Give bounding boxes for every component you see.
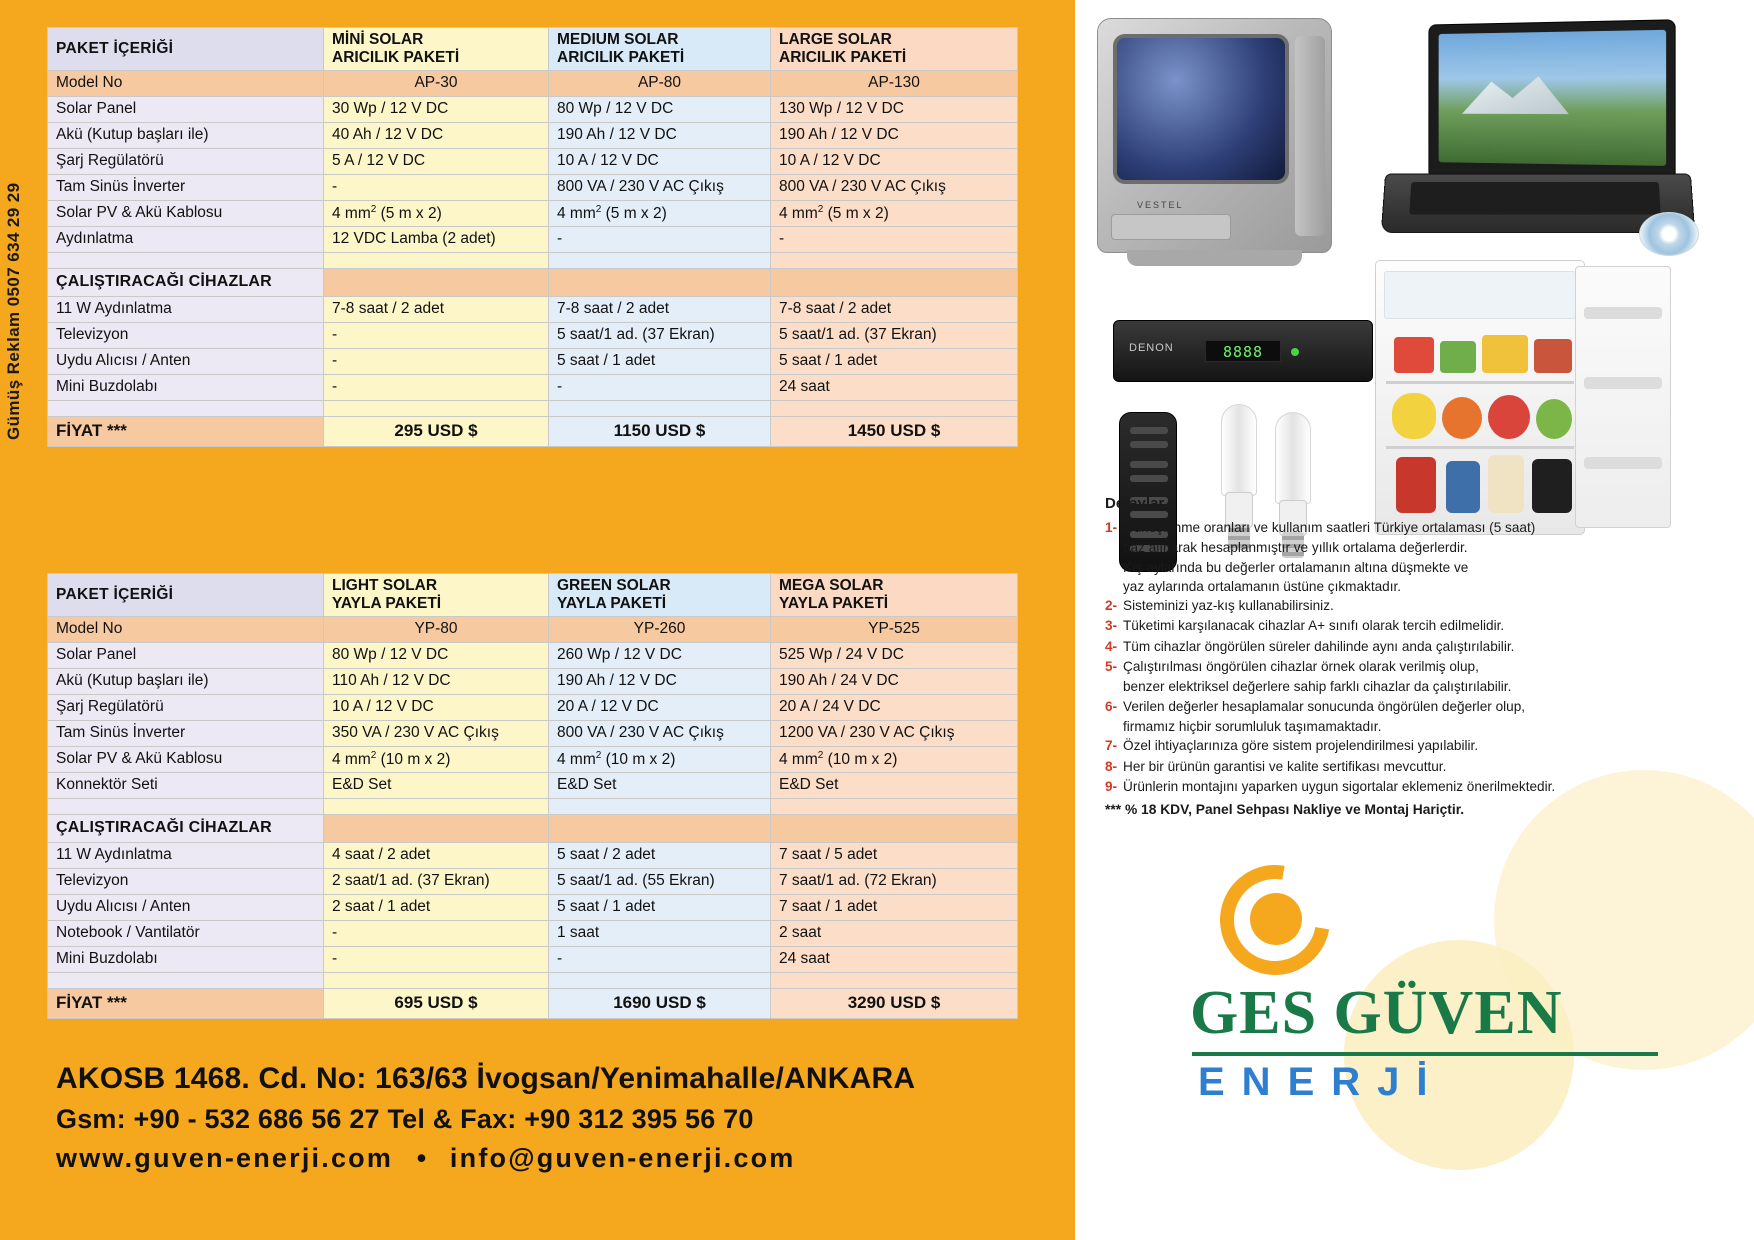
tv-stand [1127,250,1302,266]
crt-television-image [1097,18,1347,293]
cell-value: E&D Set [549,772,771,798]
cell-value: 40 Ah / 12 V DC [324,122,549,148]
email-link[interactable]: info@guven-enerji.com [449,1143,796,1173]
detail-item-8 [1105,757,1730,776]
row-label: Konnektör Seti [48,772,324,798]
cell-value: 4 $mm^2$ (10 m x 2) [324,746,549,772]
column-header-large-solar [771,28,1018,71]
table-row-model-no [48,70,1018,96]
table-row [48,226,1018,252]
row-label: Televizyon [48,868,324,894]
detail-number: 5- [1105,659,1118,675]
logo-company-subtitle: ENERJİ [1198,1060,1445,1104]
table-row [48,868,1018,894]
detail-continuation: firmamız hiçbir sorumluluk taşımamaktadır. [1123,718,1382,734]
door-shelf [1584,307,1662,319]
aricilik-package-table [47,27,1018,447]
table-row [48,946,1018,972]
door-shelf [1584,377,1662,389]
cell-value: 4 $mm^2$ (5 m x 2) [771,200,1018,226]
cell-value: 190 Ah / 12 V DC [771,122,1018,148]
detail-item-1 [1105,518,1730,537]
section-cell [324,268,549,296]
cell-value: 7-8 saat / 2 adet [549,296,771,322]
detail-item-7 [1105,736,1730,755]
spacer-cell [324,252,549,268]
row-label: 11 W Aydınlatma [48,842,324,868]
column-header-content: PAKET İÇERİĞİ [48,574,324,617]
detail-number: 6- [1105,698,1118,714]
cell-value: - [549,946,771,972]
detail-number: 3- [1105,618,1118,634]
fridge-food-item [1394,337,1434,373]
detail-text: Tüketimi karşılanacak cihazlar A+ sınıfı olarak tercih edilmelidir. [1123,618,1505,634]
cell-value: 7 saat/1 ad. (72 Ekran) [771,868,1018,894]
header-line1: LARGE SOLAR [779,31,892,48]
row-label: Solar PV & Akü Kablosu [48,200,324,226]
header-line2: ARICILIK PAKETİ [332,48,460,66]
table-section-header-devices [48,268,1018,296]
header-line2: YAYLA PAKETİ [332,594,442,612]
fridge-freezer-compartment [1384,271,1576,319]
laptop-screen-wallpaper [1439,30,1666,166]
spacer-cell [549,400,771,416]
row-label: Solar PV & Akü Kablosu [48,746,324,772]
table-spacer-row [48,798,1018,814]
door-shelf [1584,457,1662,469]
cell-model-green: YP-260 [549,616,771,642]
column-header-green-solar [549,574,771,617]
fridge-cabinet [1375,260,1585,535]
cell-value: 30 Wp / 12 V DC [324,96,549,122]
table-row [48,920,1018,946]
row-label: Akü (Kutup başları ile) [48,668,324,694]
cell-value: 2 saat [771,920,1018,946]
cell-value: 190 Ah / 24 V DC [771,668,1018,694]
detail-text: Tüm cihazlar öngörülen süreler dahilinde aynı anda çalıştırılabilir. [1123,638,1515,654]
laptop-keyboard [1409,182,1660,215]
row-label: Şarj Regülatörü [48,148,324,174]
detail-text: Güneşlenme oranları ve kullanım saatleri Türkiye ortalaması (5 saat) [1123,520,1536,535]
fridge-food-item [1482,335,1528,373]
cell-value: 800 VA / 230 V AC Çıkış [549,174,771,200]
row-label: Televizyon [48,322,324,348]
cell-value: - [324,322,549,348]
company-address: AKOSB 1468. Cd. No: 163/63 İvogsan/Yenimahalle/ANKARA [56,1062,916,1095]
details-section [1105,495,1730,817]
cell-value: 5 saat / 2 adet [549,842,771,868]
row-label: Solar Panel [48,642,324,668]
section-cell [549,268,771,296]
row-label: Aydınlatma [48,226,324,252]
details-footnote: *** % 18 KDV, Panel Sehpası Nakliye ve Montaj Hariçtir. [1105,802,1465,818]
detail-text: Her bir ürünün garantisi ve kalite sertifikası mevcuttur. [1123,758,1447,774]
row-label: Uydu Alıcısı / Anten [48,348,324,374]
laptop-lid [1428,19,1675,184]
detail-number: 8- [1105,758,1118,774]
fridge-food-item [1440,341,1476,373]
spacer-cell [771,252,1018,268]
optical-disc [1639,212,1699,256]
row-label: Tam Sinüs İnverter [48,174,324,200]
header-line1: MEGA SOLAR [779,577,884,594]
detail-text: Ürünlerin montajını yaparken uygun sigortalar eklemeniz önerilmektedir. [1123,778,1556,794]
section-cell [324,814,549,842]
row-label: Model No [48,616,324,642]
detail-item-3 [1105,616,1730,635]
detail-continuation: Kış aylarında bu değerler ortalamanın altına düşmekte ve [1123,559,1469,575]
row-label: Mini Buzdolabı [48,374,324,400]
company-phones: Gsm: +90 - 532 686 56 27 Tel & Fax: +90 312 395 56 70 [56,1104,754,1134]
company-web-line [56,1143,1056,1174]
header-line2: ARICILIK PAKETİ [779,48,907,66]
tv-screen [1113,34,1289,184]
price-mega: 3290 USD $ [771,988,1018,1018]
tv-brand-label: VESTEL [1137,200,1184,210]
detail-text: Çalıştırılması öngörülen cihazlar örnek olarak verilmiş olup, [1123,659,1479,675]
cell-value: - [324,174,549,200]
tv-control-panel [1111,214,1231,240]
fridge-shelf [1386,446,1574,449]
spacer-cell [48,972,324,988]
cell-value: E&D Set [771,772,1018,798]
cell-value: 4 $mm^2$ (5 m x 2) [549,200,771,226]
cell-value: - [549,226,771,252]
cell-value: 4 $mm^2$ (10 m x 2) [549,746,771,772]
table-row [48,842,1018,868]
table-row [48,348,1018,374]
fridge-food-item [1536,399,1572,439]
fridge-open-door [1575,266,1671,528]
table-row-price [48,988,1018,1018]
price-label: FİYAT *** [48,416,324,446]
price-large: 1450 USD $ [771,416,1018,446]
header-line1: GREEN SOLAR [557,577,671,594]
detail-number: 2- [1105,598,1118,614]
detail-number: 7- [1105,738,1118,754]
receiver-display: 8888 [1205,340,1281,362]
cell-model-mega: YP-525 [771,616,1018,642]
cell-value: E&D Set [324,772,549,798]
vertical-credit-label: Gümüş Reklam 0507 634 29 29 [4,182,23,440]
bulb-tube [1275,412,1311,504]
tv-speaker-grille [1295,36,1325,236]
cell-value: 10 A / 12 V DC [324,694,549,720]
cell-value: - [549,374,771,400]
table-row [48,322,1018,348]
sun-swirl-logo-icon [1220,865,1340,985]
cell-value: 5 saat / 1 adet [771,348,1018,374]
details-title: Detaylar : [1105,495,1174,512]
cell-model-medium: AP-80 [549,70,771,96]
detail-text: Sisteminizi yaz-kış kullanabilirsiniz. [1123,598,1334,614]
row-label: Şarj Regülatörü [48,694,324,720]
cell-value: - [771,226,1018,252]
row-label: 11 W Aydınlatma [48,296,324,322]
column-header-medium-solar [549,28,771,71]
detail-number: 4- [1105,638,1118,654]
yayla-package-table-wrapper [47,573,1017,1019]
cell-value: - [324,920,549,946]
table-row [48,894,1018,920]
receiver-brand-label: DENON [1129,342,1174,354]
cell-value: 260 Wp / 12 V DC [549,642,771,668]
detail-item-5 [1105,657,1730,676]
spacer-cell [48,400,324,416]
spacer-cell [549,798,771,814]
logo-company-name: GES GÜVEN [1190,979,1563,1047]
cell-value: 2 saat / 1 adet [324,894,549,920]
cell-value: 5 saat/1 ad. (37 Ekran) [549,322,771,348]
table-spacer-row [48,252,1018,268]
table-row [48,668,1018,694]
header-line1: LIGHT SOLAR [332,577,438,594]
spacer-cell [549,972,771,988]
cell-value: 2 saat/1 ad. (37 Ekran) [324,868,549,894]
table-row [48,720,1018,746]
table-row [48,296,1018,322]
row-label: Uydu Alıcısı / Anten [48,894,324,920]
column-header-mini-solar [324,28,549,71]
row-label: Notebook / Vantilatör [48,920,324,946]
table-row [48,694,1018,720]
cell-value: 5 saat / 1 adet [549,894,771,920]
fridge-food-item [1534,339,1572,373]
table-row [48,96,1018,122]
cell-value: - [324,348,549,374]
cell-value: 1200 VA / 230 V AC Çıkış [771,720,1018,746]
cell-value: 800 VA / 230 V AC Çıkış [771,174,1018,200]
table-row-price [48,416,1018,446]
cell-value: 7 saat / 5 adet [771,842,1018,868]
cell-value: 20 A / 12 V DC [549,694,771,720]
yayla-package-table [47,573,1018,1019]
cell-value: 5 saat/1 ad. (37 Ekran) [771,322,1018,348]
logo-underline [1192,1052,1658,1056]
detail-item-6 [1105,697,1730,716]
spacer-cell [771,400,1018,416]
cell-value: - [324,946,549,972]
detail-continuation: yaz aylarında ortalamanın üstüne çıkmaktadır. [1123,578,1402,594]
detail-item-2 [1105,596,1730,615]
fridge-shelf [1386,381,1574,384]
detail-item-4 [1105,637,1730,656]
cell-value: 5 saat/1 ad. (55 Ekran) [549,868,771,894]
detail-text: Verilen değerler hesaplamalar sonucunda öngörülen değerler olup, [1123,698,1526,714]
table-row [48,148,1018,174]
row-label: Model No [48,70,324,96]
column-header-light-solar [324,574,549,617]
cell-model-mini: AP-30 [324,70,549,96]
spacer-cell [324,972,549,988]
header-line2: ARICILIK PAKETİ [557,48,685,66]
table-spacer-row [48,972,1018,988]
cell-value: 110 Ah / 12 V DC [324,668,549,694]
cell-value: 7-8 saat / 2 adet [771,296,1018,322]
header-line2: YAYLA PAKETİ [779,594,889,612]
separator-dot: • [416,1143,427,1173]
cell-value: 12 VDC Lamba (2 adet) [324,226,549,252]
detail-text: Özel ihtiyaçlarınıza göre sistem projelendirilmesi yapılabilir. [1123,738,1479,754]
website-link[interactable]: www.guven-enerji.com [56,1143,394,1173]
cell-value: 4 $mm^2$ (10 m x 2) [771,746,1018,772]
cell-value: 24 saat [771,374,1018,400]
remote-button [1130,475,1168,482]
cell-value: 24 saat [771,946,1018,972]
price-label: FİYAT *** [48,988,324,1018]
cell-model-large: AP-130 [771,70,1018,96]
detail-item-9 [1105,777,1730,796]
spacer-cell [48,252,324,268]
table-spacer-row [48,400,1018,416]
table-row [48,746,1018,772]
fridge-food-item [1392,393,1436,439]
header-line2: YAYLA PAKETİ [557,594,667,612]
spacer-cell [324,798,549,814]
cell-value: 800 VA / 230 V AC Çıkış [549,720,771,746]
table-row [48,174,1018,200]
cell-value: 190 Ah / 12 V DC [549,122,771,148]
table-header-row [48,574,1018,617]
cell-value: 130 Wp / 12 V DC [771,96,1018,122]
cell-value: 20 A / 24 V DC [771,694,1018,720]
detail-continuation: baz alınarak hesaplanmıştır ve yıllık ortalama değerlerdir. [1123,540,1468,556]
price-medium: 1150 USD $ [549,416,771,446]
table-header-row [48,28,1018,71]
cell-value: 4 $mm^2$ (5 m x 2) [324,200,549,226]
cell-value: 1 saat [549,920,771,946]
table-row [48,642,1018,668]
row-label: Akü (Kutup başları ile) [48,122,324,148]
table-row-model-no [48,616,1018,642]
spacer-cell [48,798,324,814]
header-line1: MİNİ SOLAR [332,31,424,48]
row-label: Solar Panel [48,96,324,122]
laptop-image [1375,22,1705,262]
row-label: Tam Sinüs İnverter [48,720,324,746]
table-section-header-devices [48,814,1018,842]
logo-dot [1250,893,1302,945]
bulb-tube [1221,404,1257,496]
cell-value: 190 Ah / 12 V DC [549,668,771,694]
spacer-cell [771,798,1018,814]
remote-button [1130,441,1168,448]
detail-number: 9- [1105,778,1118,794]
cell-value: 525 Wp / 24 V DC [771,642,1018,668]
row-label: Mini Buzdolabı [48,946,324,972]
spacer-cell [771,972,1018,988]
table-row [48,200,1018,226]
receiver-power-led [1291,348,1299,356]
price-light: 695 USD $ [324,988,549,1018]
section-cell [771,268,1018,296]
section-label: ÇALIŞTIRACAĞI CİHAZLAR [48,814,324,842]
cell-value: 5 saat / 1 adet [549,348,771,374]
header-line1: MEDIUM SOLAR [557,31,679,48]
cell-value: 4 saat / 2 adet [324,842,549,868]
cell-value: 80 Wp / 12 V DC [549,96,771,122]
remote-button [1130,461,1168,468]
fridge-food-item [1442,397,1482,439]
satellite-receiver-image [1113,320,1373,398]
cell-value: 80 Wp / 12 V DC [324,642,549,668]
cell-value: - [324,374,549,400]
cell-value: 10 A / 12 V DC [771,148,1018,174]
detail-number: 1- [1105,520,1118,535]
price-mini: 295 USD $ [324,416,549,446]
spacer-cell [324,400,549,416]
column-header-content: PAKET İÇERİĞİ [48,28,324,71]
detail-continuation: benzer elektriksel değerlere sahip farklı cihazlar da çalıştırılabilir. [1123,679,1512,695]
section-label: ÇALIŞTIRACAĞI CİHAZLAR [48,268,324,296]
cell-value: 10 A / 12 V DC [549,148,771,174]
spacer-cell [549,252,771,268]
table-row [48,772,1018,798]
cell-value: 7-8 saat / 2 adet [324,296,549,322]
section-cell [771,814,1018,842]
cell-value: 7 saat / 1 adet [771,894,1018,920]
price-green: 1690 USD $ [549,988,771,1018]
table-row [48,122,1018,148]
contact-block [56,1062,1056,1174]
right-white-panel [1075,0,1754,1240]
cell-value: 5 A / 12 V DC [324,148,549,174]
aricilik-package-table-wrapper [47,27,1017,447]
remote-button [1130,427,1168,434]
fridge-food-item [1488,395,1530,439]
table-row [48,374,1018,400]
cell-model-light: YP-80 [324,616,549,642]
section-cell [549,814,771,842]
column-header-mega-solar [771,574,1018,617]
cell-value: 350 VA / 230 V AC Çıkış [324,720,549,746]
